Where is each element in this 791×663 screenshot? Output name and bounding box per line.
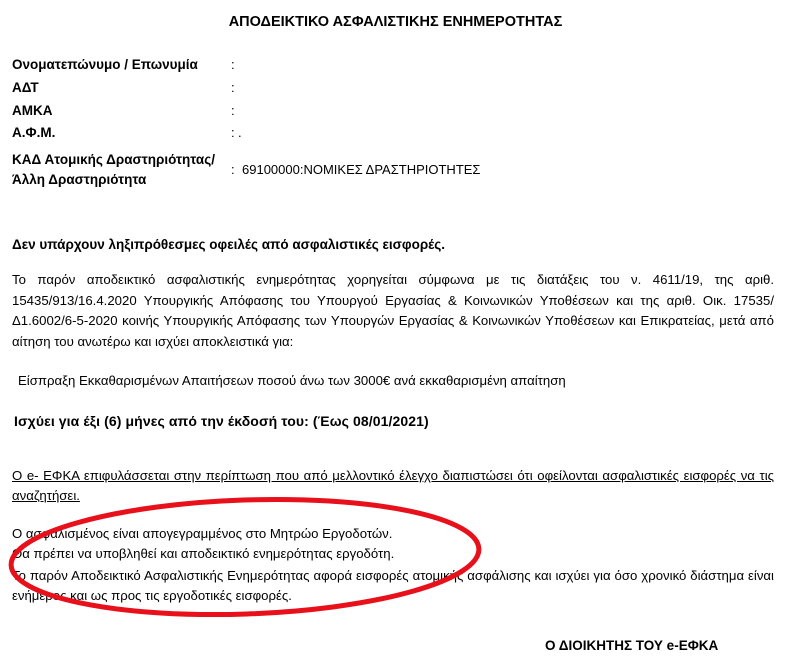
field-label-amka: ΑΜΚΑ: [12, 103, 53, 118]
legal-paragraph: Το παρόν αποδεικτικό ασφαλιστικής ενημερότητας χορηγείται σύμφωνα με τις διατάξεις του ν. 4611/19, της αριθ. 15435/913/16.4.2020 Υπουργικής Απόφασης του Υπουργού Εργασίας & Κοινωνικών Υποθέσεων και της αριθ. Οικ. 17535/Δ1.6002/6-5-2020 κοινής Υπουργικής Απόφασης των Υπουργών Εργασίας & Κοινωνικών Υποθέσεων και Επικρατείας, μετά από αίτηση του ανωτέρω και ισχύει αποκλειστικά για:: [12, 272, 774, 349]
signature-title: Ο ΔΙΟΙΚΗΤΗΣ ΤΟΥ e-ΕΦΚΑ: [545, 638, 719, 653]
no-debts-heading: Δεν υπάρχουν ληξιπρόθεσμες οφειλές από ασφαλιστικές εισφορές.: [12, 237, 446, 252]
field-label-afm: Α.Φ.Μ.: [12, 125, 56, 140]
field-separator: :: [231, 162, 235, 177]
purpose-text: Είσπραξη Εκκαθαρισμένων Απαιτήσεων ποσού άνω των 3000€ ανά εκκαθαρισμένη απαίτηση: [18, 373, 566, 388]
field-label-name: Ονοματεπώνυμο / Επωνυμία: [12, 57, 198, 72]
field-separator: :: [231, 57, 235, 72]
field-label-adt: ΑΔΤ: [12, 80, 39, 95]
individual-paragraph: Το παρόν Αποδεικτικό Ασφαλιστικής Ενημερότητας αφορά εισφορές ατομικής ασφάλισης και ισχύει για όσο χρονικό διάστημα είναι ενήμερος και ως προς τις εργοδοτικές εισφορές.: [12, 568, 774, 603]
employer-status-line: Ο ασφαλισμένος είναι απογεγραμμένος στο Μητρώο Εργοδοτών.: [12, 526, 393, 541]
field-value-afm: .: [238, 125, 242, 140]
validity-text: Ισχύει για έξι (6) μήνες από την έκδοσή του: (Έως 08/01/2021): [14, 413, 429, 429]
efka-notice: Ο e- ΕΦΚΑ επιφυλάσσεται στην περίπτωση που από μελλοντικό έλεγχο διαπιστώσει ότι οφείλονται ασφαλιστικές εισφορές να τις αναζητήσει.: [12, 468, 774, 503]
document-title: ΑΠΟΔΕΙΚΤΙΚΟ ΑΣΦΑΛΙΣΤΙΚΗΣ ΕΝΗΜΕΡΟΤΗΤΑΣ: [228, 14, 563, 30]
field-value-kad: 69100000:ΝΟΜΙΚΕΣ ΔΡΑΣΤΗΡΙΟΤΗΤΕΣ: [242, 162, 481, 177]
field-separator: :: [231, 103, 235, 118]
field-separator: :: [231, 80, 235, 95]
field-separator: :: [231, 125, 235, 140]
field-label-kad-line2: Άλλη Δραστηριότητα: [12, 172, 147, 187]
field-label-kad-line1: ΚΑΔ Ατομικής Δραστηριότητας/: [12, 152, 215, 167]
employer-cert-line: Θα πρέπει να υποβληθεί και αποδεικτικό ενημερότητας εργοδότη.: [12, 546, 395, 561]
